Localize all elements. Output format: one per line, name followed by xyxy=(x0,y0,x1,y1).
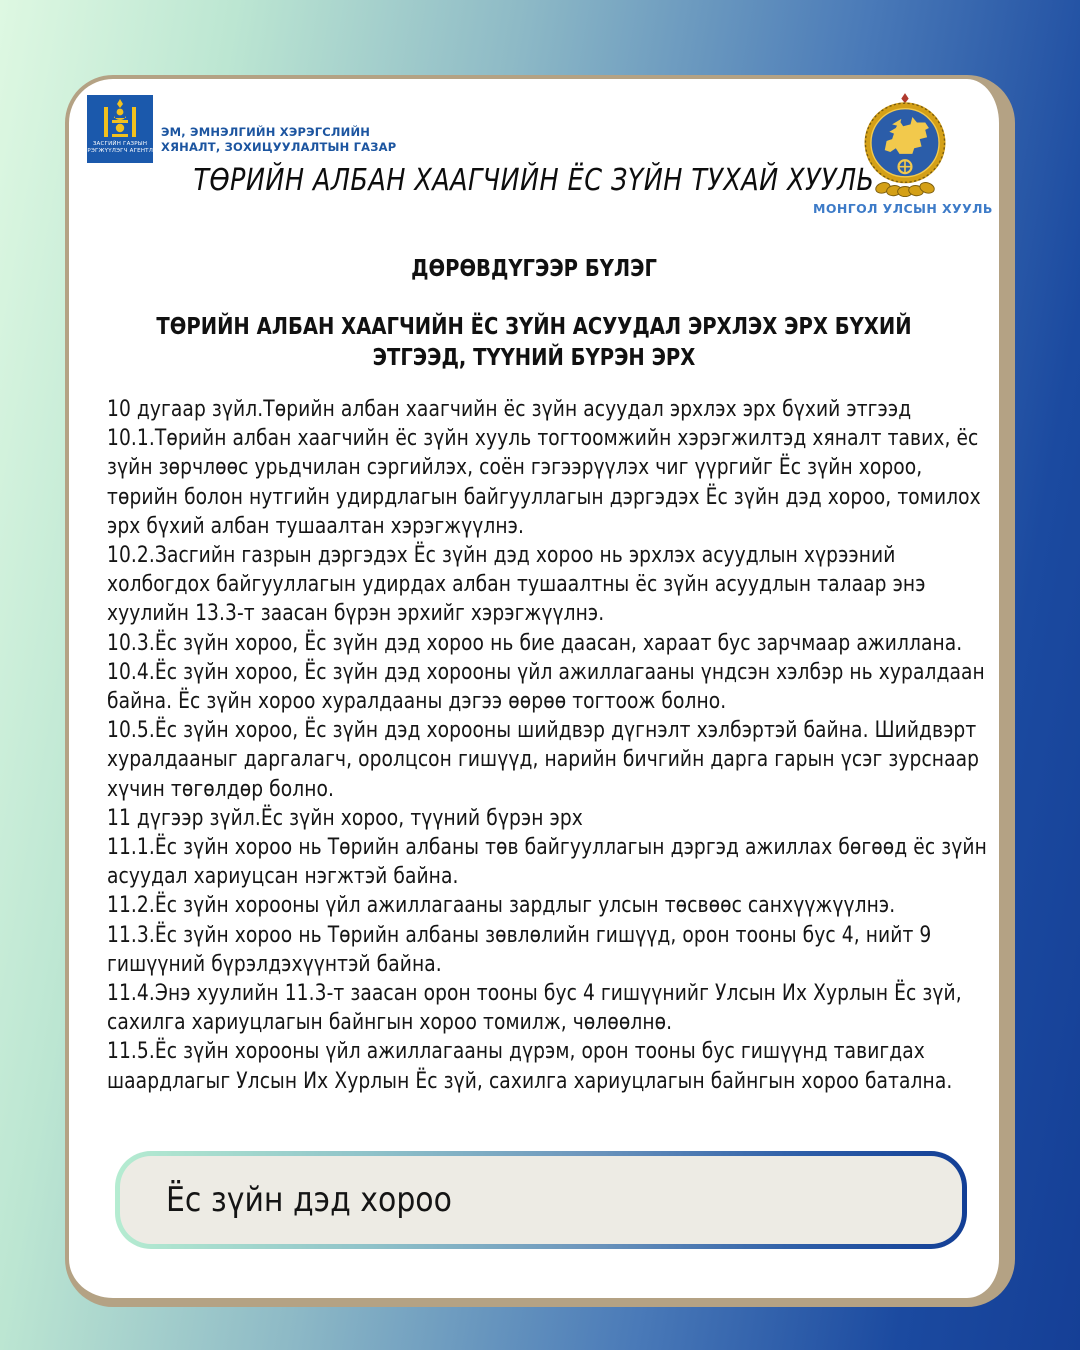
paragraph: 10.1.Төрийн албан хаагчийн ёс зүйн хууль тогтоомжийн хэрэгжилтэд хяналт тавих, ёс зүйн зөрчлөөс урьдчилан сэргийлэх, соён гэгээрүүлэх чиг үүргийг Ёс зүйн хороо, төрийн болон нутгийн удирдлагын байгууллагын дэргэдэх Ёс зүйн дэд хороо, томилох эрх бүхий албан тушаалтан хэрэгжүүлнэ. xyxy=(107,426,981,539)
paragraph: 11.1.Ёс зүйн хороо нь Төрийн албаны төв байгууллагын дэргэд ажиллах бөгөөд ёс зүйн асуудал хариуцсан нэгжтэй байна. xyxy=(107,835,987,890)
soyombo-icon xyxy=(101,99,139,139)
paragraph: 11 дүгээр зүйл.Ёс зүйн хороо, түүний бүрэн эрх xyxy=(107,805,583,831)
agency-logo xyxy=(79,95,161,163)
agency-name-line2: ХЯНАЛТ, ЗОХИЦУУЛАЛТЫН ГАЗАР xyxy=(161,139,397,154)
document-body xyxy=(107,395,994,1096)
page-title: ТӨРИЙН АЛБАН ХААГЧИЙН ЁС ЗҮЙН ТУХАЙ ХУУЛЬ xyxy=(193,163,875,198)
state-emblem-icon xyxy=(859,93,951,199)
paragraph: 10.5.Ёс зүйн хороо, Ёс зүйн дэд хорооны шийдвэр дүгнэлт хэлбэртэй байна. Шийдвэрт хуралдааныг даргалагч, оролцсон гишүүд, нарийн бичгийн дарга гарын үсэг зурснаар хүчин төгөлдөр болно. xyxy=(107,718,980,802)
paragraph: 11.5.Ёс зүйн хорооны үйл ажиллагааны дүрэм, орон тооны бус гишүүнд тавигдах шаардлагыг Улсын Их Хурлын Ёс зүй, сахилга хариуцлагын байнгын хороо батална. xyxy=(107,1039,953,1094)
emblem-caption: МОНГОЛ УЛСЫН ХУУЛЬ xyxy=(813,201,993,216)
paragraph: 11.4.Энэ хуулийн 11.3-т заасан орон тооны бус 4 гишүүнийг Улсын Их Хурлын Ёс зүй, сахилга хариуцлагын байнгын хороо томилж, чөлөөлнө. xyxy=(107,981,962,1036)
paragraph: 10 дугаар зүйл.Төрийн албан хаагчийн ёс зүйн асуудал эрхлэх эрх бүхий этгээд xyxy=(107,397,912,422)
agency-logo-caption: ЗАСГИЙН ГАЗРЫН ХЭРЭГЖҮҮЛЭГЧ АГЕНТЛАГ xyxy=(79,141,161,154)
section-heading: ТӨРИЙН АЛБАН ХААГЧИЙН ЁС ЗҮЙН АСУУДАЛ ЭРХЛЭХ ЭРХ БҮХИЙ ЭТГЭЭД, ТҮҮНИЙ БҮРЭН ЭРХ xyxy=(156,314,912,371)
ethics-subcommittee-button-face xyxy=(120,1156,962,1244)
paragraph: 10.2.Засгийн газрын дэргэдэх Ёс зүйн дэд хороо нь эрхлэх асуудлын хүрээний холбогдох байгууллагын удирдах албан тушаалтны ёс зүйн асуудлын талаар энэ хуулийн 13.3-т заасан бүрэн эрхийг хэрэгжүүлнэ. xyxy=(107,543,926,627)
document-card xyxy=(65,75,1015,1307)
ethics-subcommittee-button[interactable] xyxy=(115,1151,967,1249)
paragraph: 10.3.Ёс зүйн хороо, Ёс зүйн дэд хороо нь бие даасан, хараат бус зарчмаар ажиллана. xyxy=(107,630,963,656)
agency-name xyxy=(161,125,396,154)
paragraph: 10.4.Ёс зүйн хороо, Ёс зүйн дэд хорооны үйл ажиллагааны үндсэн хэлбэр нь хуралдаан байна. Ёс зүйн хороо хуралдааны дэгээ өөрөө тогтоож болно. xyxy=(107,659,985,715)
ethics-subcommittee-button-label: Ёс зүйн дэд хороо xyxy=(166,1180,452,1220)
paragraph: 11.3.Ёс зүйн хороо нь Төрийн албаны зөвлөлийн гишүүд, орон тооны бус 4, нийт 9 гишүүний бүрэлдэхүүнтэй байна. xyxy=(107,922,932,977)
chapter-heading: ДӨРӨВДҮГЭЭР БҮЛЭГ xyxy=(411,256,657,282)
agency-name-line1: ЭМ, ЭМНЭЛГИЙН ХЭРЭГСЛИЙН xyxy=(161,125,371,139)
paragraph: 11.2.Ёс зүйн хорооны үйл ажиллагааны зардлыг улсын төсвөөс санхүүжүүлнэ. xyxy=(107,893,896,919)
